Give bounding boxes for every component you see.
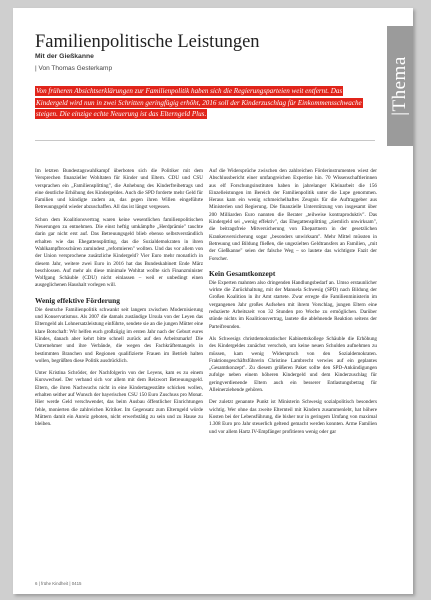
article-byline: | Von Thomas Gesterkamp	[35, 65, 113, 72]
body-paragraph: Als Schwesigs christdemokratischer Kabinettskollege Schäuble die Erhöhung des Kindergeldes zunächst verschob, um keine neuen Schulden aufnehmen zu müssen, kam wenig Widerspruch von den Sozialdemokraten. Fraktionsgeschäftsführerin Christine Lambrecht verwies auf ein geplantes „Gesamtkonzept". Zu diesem größeren Paket sollte den SPD-Ankündigungen zufolge neben einem höheren Kindergeld und dem Kinderzuschlag für geringverdienende Eltern auch ein besserer Entlastungsbetrag für Alleinerziehende gehören.	[209, 335, 377, 394]
body-paragraph: Auf die Widersprüche zwischen den zahlreichen Förderinstrumenten wiest der Abschlussbericht einer umfangreichen Expertise hin. 70 Wissenschaftlerinnen aus elf Forschungsinstituten haben in jahrelanger Kleinarbeit die 156 Einzelleistungen im Bereich der Familienpolitik unter die Lupe genommen. Heraus kam ein wenig schmeichelhaftes Zeugnis für die Auftraggeber aus Ministerien und Regierung. Die finanzielle Unterstützung von insgesamt über 200 Milliarden Euro nannten die Berater „teilweise kontraproduktiv". Das Kindergeld sei „wenig effektiv", das Ehegattensplitting „ziemlich unwirksam", die beitragsfreie Mitversicherung von Ehepartnern in der gesetzlichen Krankenversicherung sogar „besonders unwirksam". Mehr Mittel müssten in Betreuung und Bildung fließen, die ungezielten Geldtransfers an Familien, „mit der Gießkanne" seien der falsche Weg – so lautete das wichtigste Fazit der Forscher.	[209, 168, 377, 262]
lead-paragraph	[35, 86, 363, 121]
article-subtitle: Mit der Gießkanne	[35, 53, 94, 60]
body-paragraph: Schon dem Koalitionsvertrag waren keine wesentlichen familienpolitischen Neuerungen zu entnehmen. Die einst heftig umkämpfte „Herdprämie" tauchte darin gar nicht erst auf. Das Betreuungsgeld blieb ebenso selbstverständlich erhalten wie das Ehegattensplitting, das die Sozialdemokraten in ihren Wahlkampfbroschüren zumindest „reformieren" wollten. Und das vor allem von der Union versprochene zusätzliche Kindergeld? Vier Euro mehr monatlich in diesem Jahr, weitere zwei Euro in 2016 hat das Bundeskabinett Ende März beschlossen. Auf mehr als diese minimale Wohltat wollte sich Finanzminister Wolfgang Schäuble (CDU) nicht einlassen – weil er unbedingt einen ausgeglichenen Haushalt vorlegen will.	[35, 216, 203, 289]
body-paragraph: Die deutsche Familienpolitik schwankt seit langem zwischen Modernisierung und Konservatismus. Als 2007 die damals zuständige Ursula von der Leyen das Elterngeld als Lohnersatzleistung einführte, sendete sie an die jungen Mütter eine klare Botschaft: Wir helfen euch großzügig im ersten Jahr nach der Geburt eures Kindes, danach aber kehrt bitte schnell zurück auf den Arbeitsmarkt! Die Unternehmer und ihre Verbände, die wegen des Fachkräftemangels in bestimmten Branchen und Regionen qualifizierte Frauen im Betrieb halten wollen, begrüßten diese Politik ausdrücklich.	[35, 306, 203, 364]
section-tab-label: |Thema	[389, 56, 410, 116]
right-column	[209, 168, 377, 441]
divider-rule	[35, 140, 375, 141]
magazine-page	[13, 8, 413, 594]
section-tab	[387, 26, 413, 146]
body-paragraph: Im letzten Bundestagswahlkampf überboten sich die Politiker mit dem Versprechen finanzieller Wohltaten für Kinder und Eltern. CDU und CSU versprachen ein „Familiensplitting", die Anhebung des Kinderfreibetrags und eine deutliche Erhöhung des Kindergeldes. Auch die SPD forderte mehr Geld für Familien und kündigte zudem an, das gegen ihren Willen eingeführte Betreuungsgeld wieder abzuschaffen. All das ist längst vergessen.	[35, 168, 203, 211]
body-paragraph: Unter Kristina Schröder, der Nachfolgerin von der Leyens, kam es zu einem Kurswechsel. Der verband sich vor allem mit dem Reizwort Betreuungsgeld. Eltern, die ihren Nachwuchs nicht in eine Kindertagesstätte schicken wollen, erhalten seither auf Wunsch der bayerischen CSU 150 Euro Zuschuss pro Monat. Hier werde Geld verschwendet, das beim Ausbau öffentlicher Einrichtungen fehle, monierten die zahlreichen Kritiker. Im Gegensatz zum Elterngeld würde Müttern damit ein Anreiz geboten, nicht erwerbstätig zu sein und zu Hause zu bleiben.	[35, 370, 203, 428]
body-paragraph: Der zuletzt genannte Punkt ist Ministerin Schwesig sozialpolitisch besonders wichtig. Wer ohne das zweite Elternteil mit Kindern zusammenlebt, hat höhere Kosten bei der Lebensführung, die bisher nur in geringem Umfang von maximal 1.308 Euro pro Jahr steuerlich geltend gemacht werden konnten. Arme Familien und vor allem Hartz IV-Empfänger profitieren wenig oder gar	[209, 399, 377, 435]
body-paragraph: Die Experten mahnten also dringenden Handlungsbedarf an. Umso erstaunlicher wirkte die Zurückhaltung, mit der Manuela Schwesig (SPD) nach Bildung der Großen Koalition in ihr Amt startete. Zwar erregte die Familienministerin im vergangenen Jahr großes Aufsehen mit ihrem Vorschlag, jungen Eltern eine reduzierte Arbeitszeit von 32 Stunden pro Woche zu ermöglichen. Darüber stünde nichts im Koalitionsvertrag, lautete die ablehnende Reaktion seitens der Parteifreunden.	[209, 279, 377, 330]
section-heading: Wenig effektive Förderung	[35, 295, 120, 305]
page-footer: 6 | frühe Kindheit | 0415	[35, 581, 82, 586]
section-heading: Kein Gesamtkonzept	[209, 268, 276, 278]
left-column	[35, 168, 203, 434]
article-title: Familienpolitische Leistungen	[35, 32, 260, 52]
lead-text: Von früheren Absichtserklärungen zur Familienpolitik haben sich die Regierungsparteien weit entfernt. Das Kindergeld wird nun in zwei Schritten geringfügig erhöht, 2016 soll der Kinderzuschlag für Einkommensschwache steigen. Die einzige echte Neuerung ist das Elterngeld Plus.	[36, 87, 362, 118]
